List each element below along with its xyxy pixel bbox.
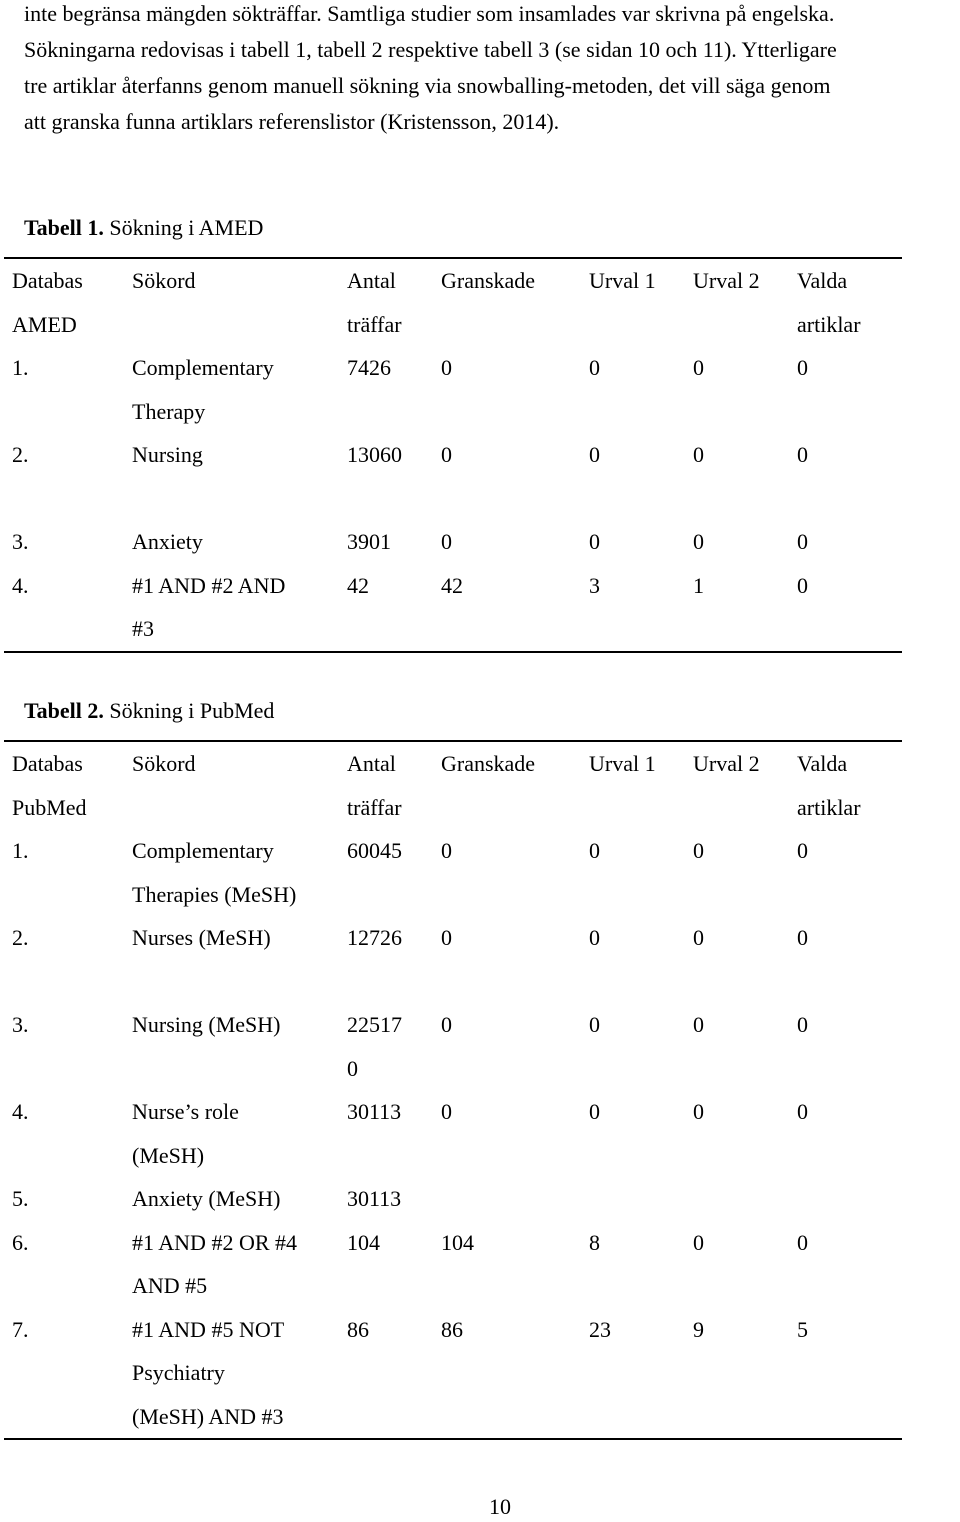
table1-caption-label: Tabell 1.: [24, 215, 104, 240]
column-header: [124, 258, 339, 346]
spacer-cell: [4, 960, 902, 1004]
selection-1-count: 23: [589, 1316, 611, 1342]
hit-count-line: 30113: [347, 1099, 402, 1124]
column-header: [4, 741, 124, 829]
reviewed-count: 0: [441, 529, 452, 554]
table-row: [4, 829, 902, 916]
column-header: [4, 258, 124, 346]
selection-1-count: 0: [589, 925, 600, 950]
search-term: [124, 829, 339, 916]
table1-header: [4, 258, 902, 346]
search-term-line: (MeSH) AND #3: [132, 1403, 284, 1429]
row-number: 4.: [12, 572, 29, 598]
table2-caption-text: Sökning i PubMed: [103, 698, 275, 723]
reviewed-count: 0: [441, 1012, 452, 1037]
table2-body: [4, 829, 902, 1439]
row-number: 2.: [12, 925, 29, 950]
table-row: [4, 1177, 902, 1221]
selection-1-count: 0: [589, 529, 600, 554]
search-term-line: Nursing: [132, 442, 203, 467]
selection-2-count: 0: [693, 1099, 704, 1124]
selected-articles-count: 0: [797, 1012, 808, 1037]
hit-count: [339, 1308, 433, 1440]
row-number: 7.: [12, 1316, 29, 1342]
search-term-line: Anxiety: [132, 529, 203, 554]
column-header-line: Databas: [12, 751, 83, 776]
search-term-line: #1 AND #2 OR #4: [132, 1229, 298, 1255]
row-number: 4.: [12, 1099, 29, 1124]
hit-count-line: 104: [347, 1229, 380, 1255]
column-header-line: Granskade: [441, 751, 536, 776]
column-header: [124, 741, 339, 829]
selection-1-count: 0: [589, 355, 600, 380]
search-term: [124, 1221, 339, 1308]
selection-2-count: 0: [693, 1229, 704, 1255]
selected-articles-count: 0: [797, 442, 808, 467]
table-row: [4, 916, 902, 960]
hit-count-line: 42: [347, 572, 369, 598]
hit-count-line: 22517: [347, 1012, 402, 1037]
column-header-line: Antal: [347, 751, 396, 776]
table-row: [4, 564, 902, 652]
table-row: [4, 433, 902, 477]
column-header: [685, 258, 789, 346]
selected-articles-count: 0: [797, 355, 808, 380]
column-header: [339, 258, 433, 346]
hit-count-line: 13060: [347, 442, 402, 467]
table-row: [4, 520, 902, 564]
selected-articles-count: 5: [797, 1316, 808, 1342]
search-term: [124, 520, 339, 564]
search-term-line: #1 AND #5 NOT: [132, 1316, 285, 1342]
column-header-line: träffar: [347, 794, 402, 820]
hit-count-line: 60045: [347, 838, 402, 863]
selection-2-count: 0: [693, 925, 704, 950]
column-header: [581, 258, 685, 346]
intro-line: tre artiklar återfanns genom manuell sökning via snowballing-metoden, det vill säga genom: [24, 73, 831, 98]
table-row: [4, 1308, 902, 1440]
hit-count: [339, 520, 433, 564]
column-header-line: Granskade: [441, 268, 536, 293]
column-header: [433, 741, 581, 829]
reviewed-count: 0: [441, 442, 452, 467]
hit-count: [339, 829, 433, 916]
column-header-line: Databas: [12, 268, 83, 293]
hit-count: [339, 564, 433, 652]
column-header: [581, 741, 685, 829]
selected-articles-count: 0: [797, 1229, 808, 1255]
hit-count-line: 0: [347, 1055, 358, 1081]
row-number: 3.: [12, 529, 29, 554]
row-number: 1.: [12, 355, 29, 380]
hit-count: [339, 1177, 433, 1221]
search-term: [124, 1177, 339, 1221]
search-term-line: Therapies (MeSH): [132, 881, 297, 907]
table1-amed: [4, 257, 902, 653]
selection-2-count: 0: [693, 355, 704, 380]
spacer-cell: [4, 477, 902, 521]
hit-count: [339, 346, 433, 433]
table2-header: [4, 741, 902, 829]
table2-caption: [24, 696, 274, 726]
search-term: [124, 433, 339, 477]
reviewed-count: 104: [441, 1229, 474, 1255]
table-row: [4, 1221, 902, 1308]
search-term: [124, 916, 339, 960]
reviewed-count: 0: [441, 838, 452, 863]
column-header-line: Valda: [797, 751, 848, 776]
selection-1-count: 8: [589, 1229, 600, 1255]
hit-count: [339, 1003, 433, 1090]
intro-line: att granska funna artiklars referenslistor (Kristensson, 2014).: [24, 109, 560, 134]
column-header-line: AMED: [12, 311, 77, 337]
search-term: [124, 346, 339, 433]
column-header: [789, 258, 902, 346]
column-header: [789, 741, 902, 829]
table2-caption-label: Tabell 2.: [24, 698, 104, 723]
search-term-line: (MeSH): [132, 1142, 205, 1168]
column-header-line: Valda: [797, 268, 848, 293]
column-header-line: PubMed: [12, 794, 87, 820]
selected-articles-count: 0: [797, 572, 808, 598]
column-header-line: artiklar: [797, 311, 861, 337]
selected-articles-count: 0: [797, 1099, 808, 1124]
selection-2-count: 1: [693, 572, 704, 598]
row-number: 2.: [12, 442, 29, 467]
column-header-line: träffar: [347, 311, 402, 337]
selection-2-count: 0: [693, 529, 704, 554]
table-row: [4, 346, 902, 433]
selected-articles-count: 0: [797, 925, 808, 950]
column-header-line: Sökord: [132, 268, 196, 293]
column-header-line: Antal: [347, 268, 396, 293]
selection-1-count: 0: [589, 1099, 600, 1124]
column-header-line: artiklar: [797, 794, 861, 820]
selection-1-count: 0: [589, 838, 600, 863]
selection-1-count: 0: [589, 442, 600, 467]
selection-1-count: [581, 1177, 685, 1221]
column-header-line: Sökord: [132, 751, 196, 776]
column-header-line: Urval 1: [589, 751, 656, 776]
table2-pubmed: [4, 740, 902, 1440]
page-number: 10: [489, 1494, 511, 1519]
selection-2-count: [685, 1177, 789, 1221]
search-term: [124, 564, 339, 652]
row-number: 5.: [12, 1186, 29, 1211]
selection-1-count: 3: [589, 572, 600, 598]
column-header: [685, 741, 789, 829]
row-number: 3.: [12, 1012, 29, 1037]
header-row: [4, 741, 902, 829]
table1-caption: [24, 213, 263, 243]
column-header-line: Urval 1: [589, 268, 656, 293]
selected-articles-count: [789, 1177, 902, 1221]
row-number: 1.: [12, 838, 29, 863]
hit-count: [339, 1090, 433, 1177]
table-row: [4, 1090, 902, 1177]
hit-count-line: 3901: [347, 529, 391, 554]
selection-2-count: 9: [693, 1316, 704, 1342]
hit-count: [339, 916, 433, 960]
intro-paragraph: [24, 0, 954, 144]
column-header: [433, 258, 581, 346]
selection-2-count: 0: [693, 1012, 704, 1037]
search-term-line: Complementary: [132, 355, 274, 380]
hit-count-line: 86: [347, 1316, 369, 1342]
table1-body: [4, 346, 902, 652]
table-row: [4, 1003, 902, 1090]
search-term-line: #3: [132, 616, 154, 641]
search-term-line: Nurse’s role: [132, 1099, 239, 1124]
reviewed-count: 0: [441, 355, 452, 380]
reviewed-count: 86: [441, 1316, 463, 1342]
spacer-row: [4, 960, 902, 1004]
search-term-line: Nurses (MeSH): [132, 925, 271, 950]
selected-articles-count: 0: [797, 838, 808, 863]
search-term-line: #1 AND #2 AND: [132, 572, 286, 598]
column-header-line: Urval 2: [693, 751, 760, 776]
selection-2-count: 0: [693, 838, 704, 863]
reviewed-count: [433, 1177, 581, 1221]
hit-count: [339, 433, 433, 477]
reviewed-count: 0: [441, 925, 452, 950]
search-term-line: Therapy: [132, 398, 206, 424]
search-term-line: AND #5: [132, 1273, 208, 1298]
hit-count-line: 7426: [347, 355, 391, 380]
hit-count: [339, 1221, 433, 1308]
table1-caption-text: Sökning i AMED: [103, 215, 264, 240]
search-term: [124, 1090, 339, 1177]
search-term-line: Complementary: [132, 838, 274, 863]
column-header: [339, 741, 433, 829]
column-header-line: Urval 2: [693, 268, 760, 293]
search-term: [124, 1003, 339, 1090]
hit-count-line: 12726: [347, 925, 402, 950]
search-term-line: Anxiety (MeSH): [132, 1186, 281, 1211]
hit-count-line: 30113: [347, 1186, 402, 1211]
selection-2-count: 0: [693, 442, 704, 467]
search-term-line: Nursing (MeSH): [132, 1012, 281, 1037]
row-number: 6.: [12, 1229, 29, 1255]
spacer-row: [4, 477, 902, 521]
reviewed-count: 42: [441, 572, 463, 598]
reviewed-count: 0: [441, 1099, 452, 1124]
intro-line: inte begränsa mängden sökträffar. Samtliga studier som insamlades var skrivna på engelska.: [24, 1, 835, 26]
search-term-line: Psychiatry: [132, 1360, 225, 1385]
search-term: [124, 1308, 339, 1440]
intro-line: Sökningarna redovisas i tabell 1, tabell 2 respektive tabell 3 (se sidan 10 och 11). Ytterligare: [24, 37, 837, 62]
header-row: [4, 258, 902, 346]
selected-articles-count: 0: [797, 529, 808, 554]
selection-1-count: 0: [589, 1012, 600, 1037]
